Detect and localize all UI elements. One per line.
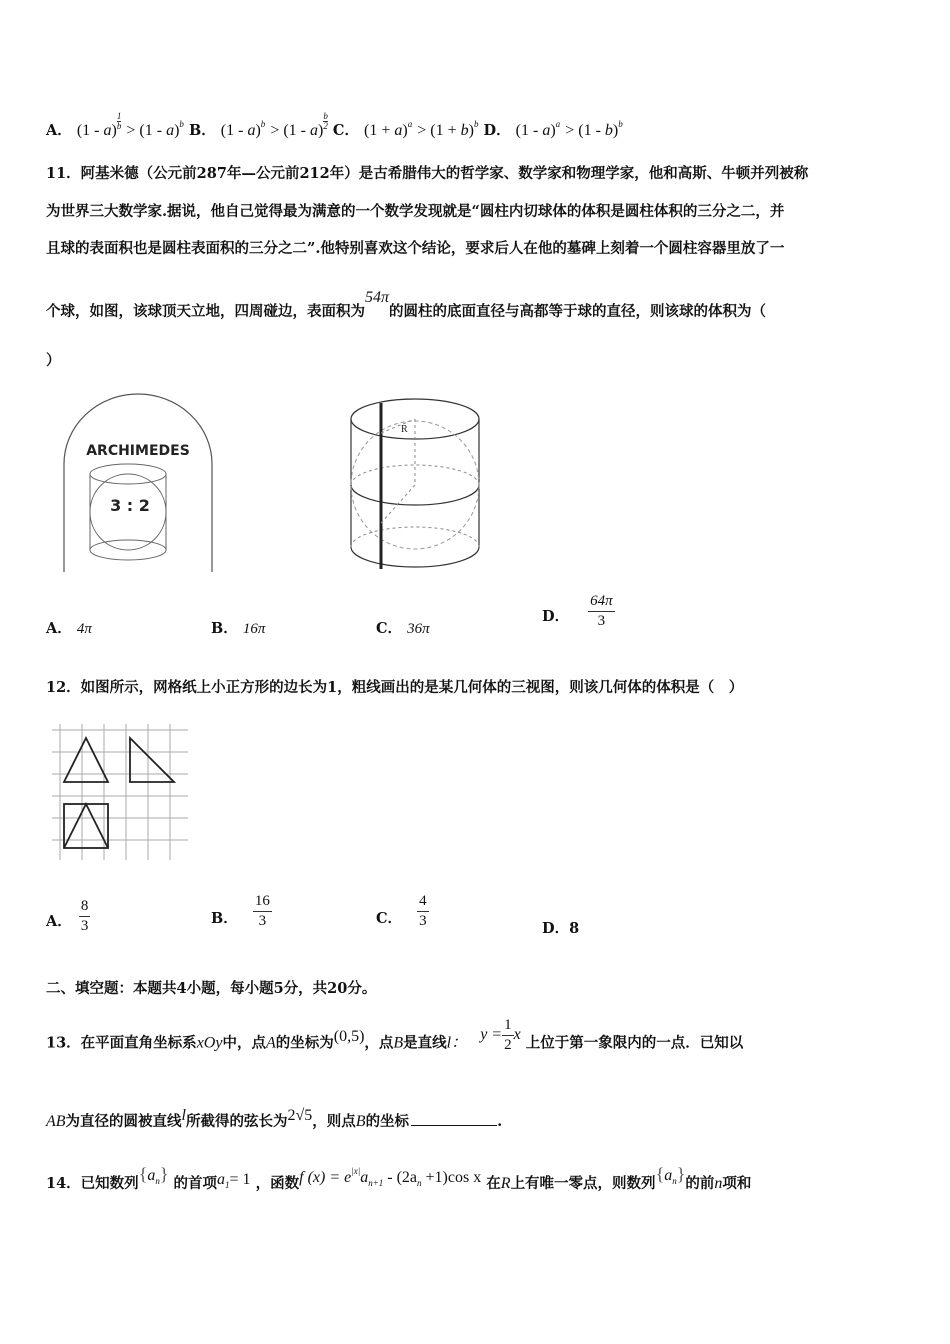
q11-option-c[interactable]: C． 36π bbox=[376, 620, 430, 637]
cylinder-sphere-figure bbox=[345, 395, 485, 577]
q11-option-b[interactable]: B． 16π bbox=[211, 620, 266, 637]
q11-text-line-2: 为世界三大数学家.据说，他自己觉得最为满意的一个数学发现就是“圆柱内切球体的体积是圆柱体积的三分之二，并 bbox=[46, 203, 785, 220]
q11-text-line-4: 个球，如图，该球顶天立地，四周碰边，表面积为54π的圆柱的底面直径与高都等于球的直径，则该球的体积为（ bbox=[46, 289, 767, 320]
q12-option-d[interactable]: D．8 bbox=[542, 920, 580, 937]
q11-text-line-3: 且球的表面积也是圆柱表面积的三分之二”.他特别喜欢这个结论，要求后人在他的墓碑上刻着一个圆柱容器里放了一 bbox=[46, 240, 785, 257]
section-heading: 二、填空题：本题共4小题，每小题5分，共20分。 bbox=[46, 980, 377, 997]
three-view-grid-figure bbox=[52, 724, 188, 860]
q13-line-1: 13．在平面直角坐标系xOy中，点A的坐标为(0,5)，点B是直线l： y = $\frac{1}{2}$ x 上位于第一象限内的一点．已知以 bbox=[46, 1017, 744, 1053]
q12-option-c[interactable]: C． $\frac{4}{3}$ bbox=[376, 893, 427, 929]
exponent-b-over-2: $\frac{b}{2}$ bbox=[323, 111, 328, 131]
q10-option-b[interactable]: B． (1 - a)$^b$ > (1 - a) $\frac{b}{2}$ bbox=[188, 111, 328, 139]
q14-line: 14．已知数列$\{a^n\}$ 的首项$a_1= 1$ ，函数f $(x) = e^{|x|}a_{n+1} - (2a_n +1)\cos$ x 在R上有唯一零点，则数列$\{a^n\}$的前n项和 bbox=[46, 1164, 752, 1192]
answer-blank[interactable] bbox=[411, 1125, 497, 1126]
archimedes-tombstone-figure bbox=[62, 392, 214, 574]
q12-option-b[interactable]: B． $\frac{16}{3}$ bbox=[211, 893, 270, 929]
q10-options-line bbox=[46, 112, 623, 140]
q11-text-line-5: ） bbox=[46, 352, 61, 369]
exponent-1-over-b: $\frac{1}{b}$ bbox=[116, 111, 122, 131]
q12-text: 12．如图所示，网格纸上小正方形的边长为1，粗线画出的是某几何体的三视图，则该几何体的体积是（ ） bbox=[46, 679, 744, 696]
q10-option-c[interactable]: C． $(1 + a)^a > (1 + b)^b$ bbox=[332, 119, 479, 139]
fraction: $\frac{8}{3}$ bbox=[80, 898, 89, 934]
fraction: $\frac{16}{3}$ bbox=[254, 893, 270, 929]
radius-label: R bbox=[401, 424, 408, 435]
fraction: $\frac{64\pi}{3}$ bbox=[590, 593, 613, 629]
q13-line-2: AB为直径的圆被直线l所截得的弦长为2√5，则点B的坐标 . bbox=[46, 1107, 503, 1130]
q11-option-d[interactable]: D． $\frac{64\pi}{3}$ bbox=[542, 593, 613, 629]
fraction: $\frac{4}{3}$ bbox=[419, 893, 427, 929]
q11-text-line-1: 11．阿基米德（公元前287年—公元前212年）是古希腊伟大的哲学家、数学家和物理学家，他和高斯、牛顿并列被称 bbox=[46, 165, 809, 182]
tomb-ratio-text: 3 : 2 bbox=[110, 496, 150, 515]
q11-option-a[interactable]: A． 4π bbox=[46, 620, 92, 637]
q10-option-d[interactable]: D． (1 - a)$^a$ > (1 - b)$^b$ bbox=[483, 119, 623, 139]
fraction: $\frac{1}{2}$ bbox=[504, 1017, 512, 1053]
tomb-title-text: ARCHIMEDES bbox=[86, 443, 190, 459]
q10-option-a[interactable]: A． (1 - a) $\frac{1}{b} > (1 - a)^b$ bbox=[46, 111, 184, 139]
q12-option-a[interactable]: A． $\frac{8}{3}$ bbox=[46, 898, 89, 934]
surface-area-value: 54π bbox=[365, 289, 390, 306]
